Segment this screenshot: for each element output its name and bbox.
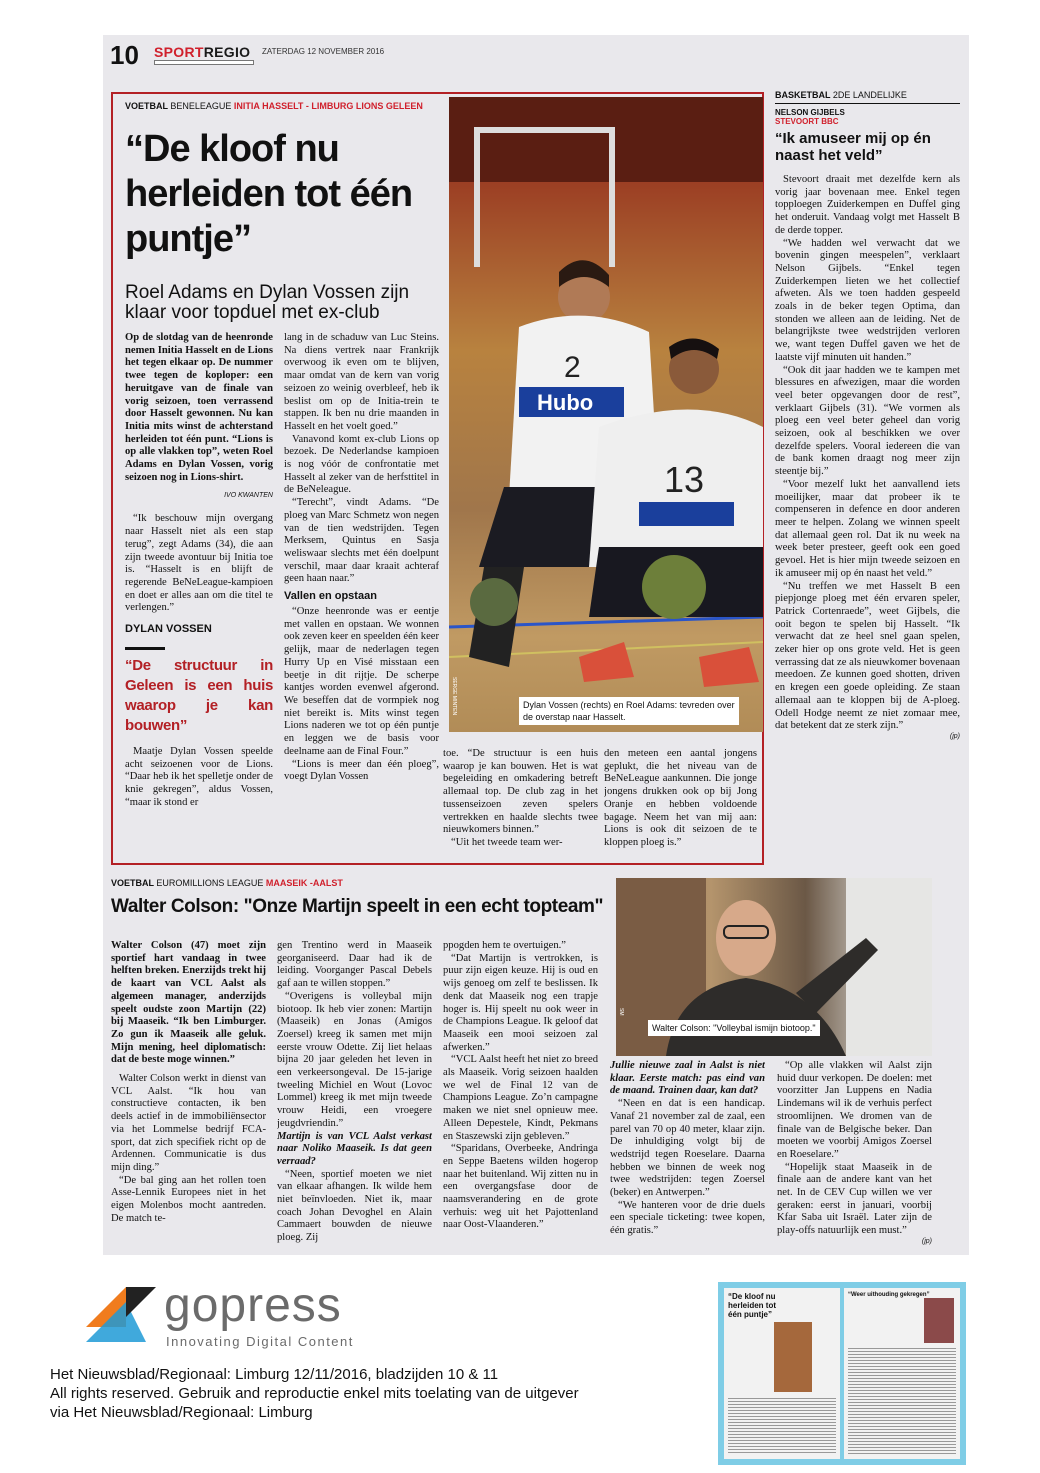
copyright-footer [50, 1365, 579, 1422]
signature: (jp) [921, 1237, 932, 1245]
paragraph: “Voor mezelf lukt het aanvallend iets moeilijker, maar dat probeer ik te compenseren in defence en door anderen meer te helpen. Zolang we winnen speelt dat allemaal geen rol. Dat ik nu week na week beter presteer, geeft ook een goed gevoel. Het is hier mijn tweede seizoen en ik amuseer mij op én naast het veld.” [775, 478, 960, 579]
logo-dark-triangle [126, 1287, 156, 1317]
kicker-category: VOETBAL [125, 101, 168, 111]
brand-regio: REGIO [203, 44, 251, 60]
jersey-number: 13 [664, 459, 705, 500]
main-subhead: Roel Adams en Dylan Vossen zijn klaar voor topduel met ex-club [125, 282, 410, 323]
main-column-4 [604, 748, 757, 858]
paragraph: Maatje Dylan Vossen speelde acht seizoenen voor de Lions. “Daar heb ik het spelletje onder de knie gekregen”, aldus Vossen, “maar ik stond er [125, 746, 273, 808]
wall-shape [449, 97, 763, 182]
second-column-5 [777, 1060, 932, 1252]
second-column-3 [443, 940, 598, 1252]
section-brand [154, 44, 250, 60]
byline: IVO KWANTEN [224, 492, 273, 500]
footer-line: Het Nieuwsblad/Regionaal: Limburg 12/11/2016, bladzijden 10 & 11 [50, 1366, 499, 1383]
thumbnail-text [848, 1348, 956, 1455]
subheading: DYLAN VOSSEN [125, 623, 212, 636]
paragraph: “Terecht”, vindt Adams. “De ploeg van Marc Schmetz won negen van de tien wedstrijden. Tegen Merksem, Quintus en Sasja weliswaar slechts met één doelpunt verschil, maar daar kraait achteraf geen haan naar.” [284, 497, 439, 585]
ball [470, 578, 518, 626]
sponsor-text: Hubo [537, 390, 594, 415]
main-column-1 [125, 332, 273, 852]
page-number: 10 [110, 40, 139, 70]
thumbnail-photo [774, 1322, 812, 1392]
interview-question: Martijn is van VCL Aalst verkast naar Noliko Maaseik. Is dat geen verraad? [277, 1130, 432, 1167]
second-column-4 [610, 1060, 765, 1252]
side-club: STEVOORT BBC [775, 117, 839, 126]
paragraph: “Neen en dat is een handicap. Vanaf 21 november zal de zaal, een parel van 70 op 40 meter, klaar zijn. De inhuldiging volgt bij de wedstrijd tegen Roeselare. Daarna hebben we binnen de week nog twee wedstrijden: tegen Zoersel (beker) en Antwerpen.” [610, 1098, 765, 1199]
photo-credit: SM [618, 1008, 624, 1016]
interview-question: Jullie nieuwe zaal in Aalst is niet klaar. Eerste match: pas eind van de maand. Trainen daar, kan dat? [610, 1060, 765, 1097]
article-lead: Op de slotdag van de heenronde nemen Initia Hasselt en de Lions het tegen elkaar op. De nummer twee tegen de koploper: een heruitgave van de finale van vorig seizoen, toen verrassend door Hasselt gewonnen. Nu kan Initia mits winst de achterstand herleiden tot één punt. “Lions is op alle vlakken top”, weten Roel Adams en Dylan Vossen, vorig seizoen nog in Lions-shirt. [125, 332, 273, 483]
paragraph: “Uit het tweede team wer- [451, 836, 563, 848]
main-headline: “De kloof nu herleiden tot één puntje” [125, 128, 413, 260]
photo-illustration [449, 97, 763, 732]
paragraph: Walter Colson werkt in dienst van VCL Aalst. “Ik hou van constructieve contacten, ik ben deels actief in de immobiliënsector via het Lommelse bedrijf FCA-sport, dat zich specifiek richt op de Ardennen. Communicatie is dus mijn ding.” [111, 1073, 266, 1173]
jersey-sponsor [639, 502, 734, 526]
thumbnail-page-10 [724, 1288, 840, 1459]
second-column-1 [111, 940, 266, 1252]
article-lead: Walter Colson (47) moet zijn sportief hart vandaag in twee helften breken. Enerzijds trekt hij de kaart van VCL Aalst als algemeen manager, anderzijds speelt oudste zoon Martijn (22) bij Maaseik. “Ik ben Limburger. Zo gun ik Maaseik alle geluk. Mijn mening, heel diplomatisch: dat de beste moge winnen.” [111, 940, 266, 1066]
divider [775, 103, 960, 104]
paragraph: “Op alle vlakken wil Aalst zijn huid duur verkopen. De doelen: met voorzitter Jan Luppens en Nadia Lindemans wil ik de verhuis perfect stroomlijnen. We dromen van de finale van de Belgische beker. Dan moeten we voorbij Amigos Zoersel en Roeselare.” [777, 1060, 932, 1160]
thumbnail-photo [924, 1298, 954, 1343]
gopress-logo [86, 1279, 354, 1352]
brand-underline [154, 60, 254, 65]
thumbnail-headline: “De kloof nu herleiden tot één puntje” [728, 1292, 777, 1319]
paragraph: den meteen een aantal jongens geplukt, die het niveau van de BeNeLeague aankunnen. Die jonge jongens drukken ook op bij Jong Oranje en hebben voldoende bagage. Neem het van mij aan: Lions is ook dit seizoen de te kloppen ploeg is.” [604, 748, 757, 848]
thumbnail-text [728, 1398, 836, 1455]
paragraph: “Overigens is volleybal mijn biotoop. Ik heb vier zonen: Martijn (Maaseik) en Jonas (Amigos Zoersel) kreeg ik samen met mijn eerste vrouw Odette. Zij liet helaas bijna 20 jaar geleden het leven in een verkeersongeval. De 15-jarige tweeling Michiel en Wout (Lovoc Lommel) kreeg ik met mijn tweede vrouw Heidi, een vroegere jeugdvriendin.” [277, 990, 432, 1129]
logo-text: gopress [164, 1279, 342, 1332]
shoe [699, 647, 759, 687]
paragraph: Vanavond komt ex-club Lions op bezoek. De Nederlandse kampioen is nog vóór de confrontatie met Hasselt al zeker van de herfsttitel in de BeNeleague. [284, 433, 439, 496]
paragraph: “Dat Martijn is vertrokken, is puur zijn eigen keuze. Hij is oud en wijs genoeg om zelf te beslissen. Ik denk dat Maaseik nog een trapje hoger is. Hij speelt nu ook weer in de Champions League. Ik geloof dat Maaseik een mooi seizoen zal afwerken.” [443, 952, 598, 1053]
paragraph: “VCL Aalst heeft het niet zo breed als Maaseik. Vorig seizoen haalden we wel de Final 12 van de Champions League. Zo’n campagne maken we niet snel opnieuw mee. Alleen Depestele, Kindt, Pekmans en Staszewski zijn gebleven.” [443, 1054, 598, 1142]
paragraph: “Hopelijk staat Maaseik in de finale aan de andere kant van het net. In de CEV Cup willen we ver geraken: eerst in januari, voorbij Kfar Saba uit Israël. Later zijn de play-offs natuurlijk een must.” [777, 1161, 932, 1237]
paragraph: ppogden hem te overtuigen.” [443, 940, 566, 951]
photo-caption: Walter Colson: "Volleybal ismijn biotoop." [648, 1020, 820, 1036]
kicker-teams: INITIA HASSELT - LIMBURG LIONS GELEEN [233, 101, 423, 111]
thumbnail-headline: “Weer uithouding gekregen” [848, 1292, 930, 1298]
paragraph: “We hanteren voor de drie duels een speciale ticketing: twee kopen, één gratis.” [610, 1199, 765, 1237]
paragraph: toe. “De structuur is een huis waarop je kan bouwen. Het is wat begeleiding en omkadering betreft allemaal top. De club zag in het tussenseizoen zeven spelers vertrekken en haalde slechts twee nieuwkomers binnen.” [443, 748, 598, 836]
ball [642, 555, 706, 619]
kicker-league: EUROMILLIONS LEAGUE [156, 878, 264, 888]
paragraph: gen Trentino werd in Maaseik georganiseerd. Daar had ik de leiding. Voorganger Pascal Debels gaf aan te willen stoppen.” [277, 940, 432, 990]
quote-rule [125, 647, 165, 650]
paragraph: “Ik beschouw mijn overgang naar Hasselt niet als een stap terug”, zegt Adams (34), die aan zijn tweede avontuur bij Initia toe is. “Hasselt is en blijft de regerende BeNeLeague-kampioen en doet er alles aan om die titel te verlengen.” [125, 513, 273, 614]
goal-bar [474, 127, 615, 133]
pull-quote: “De structuur in Geleen is een huis waarop je kan bouwen” [125, 657, 273, 735]
paragraph: “Neen, sportief moeten we niet van elkaar afhangen. Ik wilde hem niet beïnvloeden. Niet ik, maar coach Johan Devoghel en Alain Cammaert bouwden de nieuwe ploeg. Zij [277, 1168, 432, 1244]
paragraph: “Lions is meer dan één ploeg”, voegt Dylan Vossen [284, 758, 439, 783]
main-kicker [125, 101, 423, 111]
paragraph: lang in de schaduw van Luc Steins. Na diens vertrek naar Frankrijk overwoog ik even om te blijven, maar omdat van de kern van vorig seizoen zo weinig overbleef, heb ik beslist om op de Initia-trein te stappen. Ik ben nu drie maanden in Hasselt en het voelt goed.” [284, 332, 439, 432]
main-column-3 [443, 748, 598, 858]
paragraph: Stevoort draait met dezelfde kern als vorig jaar bovenaan mee. Enkel tegen topploegen Zuiderkempen en Duffel ging het onderuit. Vandaag volgt met Hasselt B de derde topper. [775, 174, 960, 236]
main-column-2 [284, 332, 439, 856]
page-date: ZATERDAG 12 NOVEMBER 2016 [262, 47, 385, 56]
spread-thumbnail[interactable] [718, 1282, 966, 1465]
paragraph: “Sparidans, Overbeeke, Andringa en Seppe Baetens wilden hogerop naar het buitenland. Wij zitten nu in een overgangsfase door de naamsverandering en de grote verhuis: weg uit het Pajottenland naar Oost-Vlaanderen.” [443, 1143, 598, 1231]
kicker-league: 2DE LANDELIJKE [832, 90, 907, 100]
thumbnail-page-11 [844, 1288, 960, 1459]
side-headline: “Ik amuseer mij op én naast het veld” [775, 130, 931, 164]
photo-caption: Dylan Vossen (rechts) en Roel Adams: tevreden over de overstap naar Hasselt. [519, 697, 739, 725]
side-kicker [775, 90, 960, 100]
paragraph: “Nu treffen we met Hasselt B een piepjonge ploeg met één ervaren speler, Patrick Cortenraede”, weet Gijbels, die ooit begon te spelen bij Hasselt. “Ik verwacht dat ze heel snel gaan spelen, zeker hier op ons grote veld. Het is geen verrassing dat ze als nieuwkomer bovenaan meedoen. Ze kunnen goed shotten, driven en kregen een goede opleiding. Ze staan allemaal aan te kloppen bij de A-ploeg. Odell Hodge neemt ze niet zomaar mee, dat betekent dat ze sterk zijn.” [775, 580, 960, 732]
logo-tagline: Innovating Digital Content [166, 1334, 354, 1349]
photo-credit: SERGE MINTEN [451, 677, 457, 716]
signature: (jp) [949, 732, 960, 740]
handball-players-photo [449, 97, 763, 732]
kicker-teams: MAASEIK -AALST [265, 878, 343, 888]
second-column-2 [277, 940, 432, 1252]
jersey-number: 2 [564, 351, 581, 384]
paragraph: “We hadden wel verwacht dat we bovenin gingen meespelen”, verklaart Nelson Gijbels. “Enkel tegen Zuiderkempen lieten we het collectief afweten. Als we toen hadden gespeeld zoals in de beker tegen Optima, dan stonden we alleen aan de leiding. Net de belangrijkste twee wedstrijden verloren we, want tegen Duffel gaven we het de laatste vijf minuten uit handen.” [775, 237, 960, 363]
walter-colson-photo [616, 878, 932, 1056]
kicker-category: VOETBAL [111, 878, 154, 888]
goal-post [474, 127, 480, 267]
paragraph: “Onze heenronde was er eentje met vallen en opstaan. We wonnen ook zeven keer en speelden één keer gelijk, maar de nederlagen tegen Hurry Up en Visé misstaan een beetje in dit rijtje. De scherpe kantjes worden evenwel afgerond. We beseffen dat de vormpiek nog niet bereikt is. Mits winst tegen Lions naderen we tot op één puntje en leggen we de basis voor deelname aan de Final Four.” [284, 606, 439, 757]
kicker-category: BASKETBAL [775, 90, 831, 100]
paragraph: “Ook dit jaar hadden we te kampen met blessures en afwezigen, maar die worden veel beter opgevangen door de rest”, verklaart Gijbels (31). “We vormen als ploeg een veel beter geheel dan vorig seizoen, ook al beschikken we over dezelfde spelers. Vooral iedereen die van de bank komen draagt nog meer zijn steentje bij.” [775, 364, 960, 478]
kicker-league: BENELEAGUE [170, 101, 232, 111]
second-headline: Walter Colson: "Onze Martijn speelt in een echt topteam" [111, 896, 604, 917]
paragraph: “De bal ging aan het rollen toen Asse-Lennik Europees niet in het eigen Molenbos mocht aantreden. De match te- [111, 1174, 266, 1224]
brand-sport: SPORT [154, 44, 204, 60]
side-article [775, 90, 960, 864]
footer-line: via Het Nieuwsblad/Regionaal: Limburg [50, 1404, 313, 1421]
footer-line: All rights reserved. Gebruik and reproductie enkel mits toelating van de uitgever [50, 1385, 579, 1402]
goal-post [609, 127, 615, 267]
side-player-name: NELSON GIJBELS [775, 108, 845, 117]
second-kicker [111, 878, 343, 888]
side-body [775, 174, 960, 864]
subheading: Vallen en opstaan [284, 590, 377, 603]
